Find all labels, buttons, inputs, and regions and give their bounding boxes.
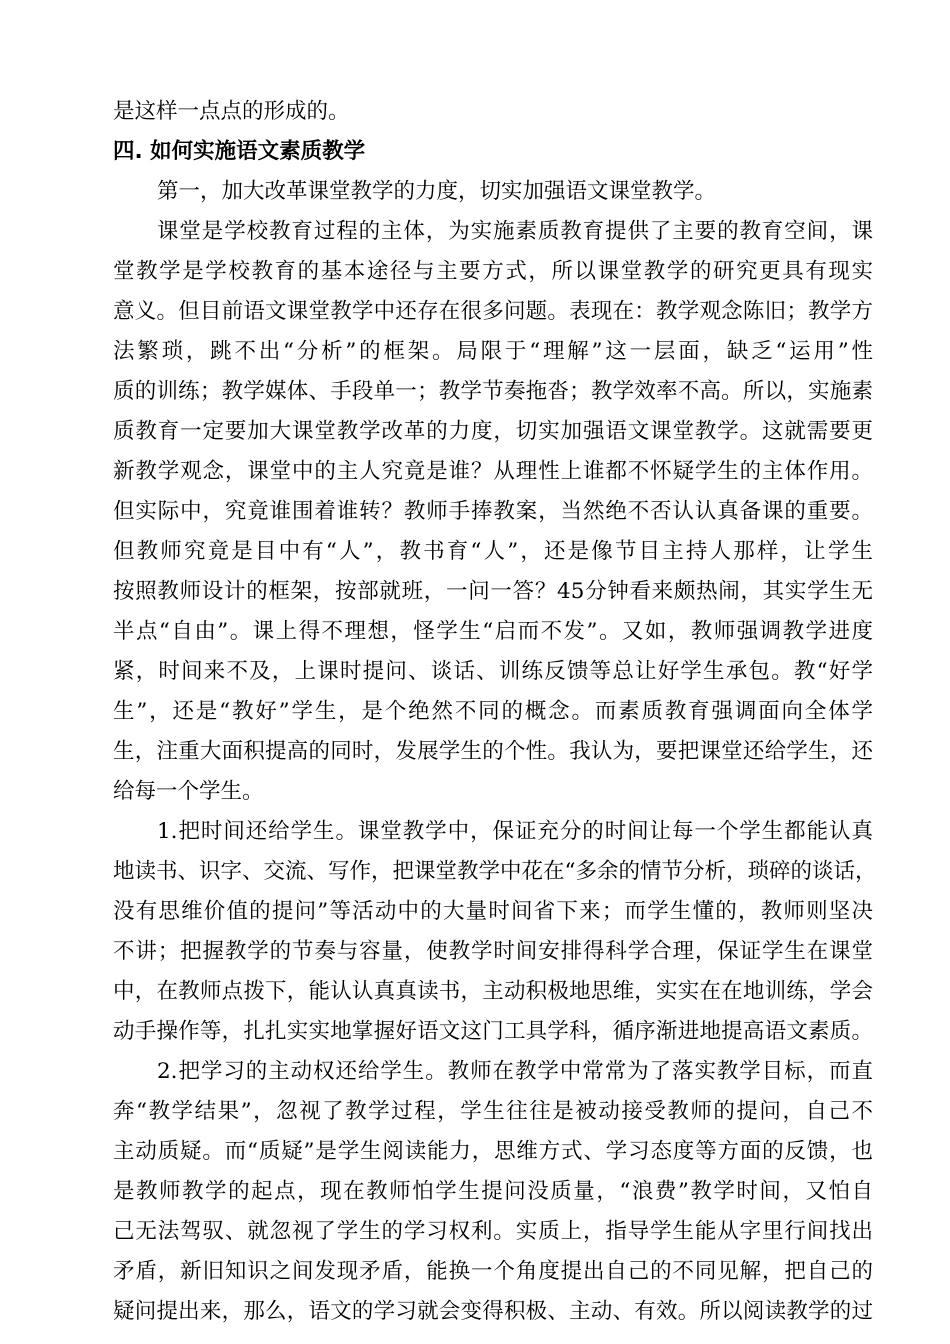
text-line: 意义。但目前语文课堂教学中还存在很多问题。表现在：教学观念陈旧；教学方 xyxy=(113,299,873,324)
text-line: 疑问提出来，那么，语文的学习就会变得积极、主动、有效。所以阅读教学的过 xyxy=(113,1299,873,1324)
text-line: 中，在教师点拨下，能认认真真读书，主动积极地思维，实实在在地训练，学会 xyxy=(113,979,873,1004)
text-line: 质的训练；教学媒体、手段单一；教学节奏拖沓；教学效率不高。所以，实施素 xyxy=(113,379,873,404)
paragraph-first-line: 第一，加大改革课堂教学的力度，切实加强语文课堂教学。 xyxy=(157,179,717,204)
text-line: 堂教学是学校教育的基本途径与主要方式，所以课堂教学的研究更具有现实 xyxy=(113,259,873,284)
paragraph-first-line: 1.把时间还给学生。课堂教学中，保证充分的时间让每一个学生都能认真 xyxy=(157,819,873,844)
text-line: 主动质疑。而“质疑”是学生阅读能力，思维方式、学习态度等方面的反馈，也 xyxy=(113,1139,873,1164)
text-line: 生”，还是“教好”学生，是个绝然不同的概念。而素质教育强调面向全体学 xyxy=(113,699,873,724)
text-line: 没有思维价值的提问”等活动中的大量时间省下来；而学生懂的，教师则坚决 xyxy=(113,899,873,924)
text-line: 地读书、识字、交流、写作，把课堂教学中花在“多余的情节分析，琐碎的谈话， xyxy=(113,859,877,884)
text-line: 按照教师设计的框架，按部就班，一问一答？45分钟看来颇热闹，其实学生无 xyxy=(113,579,873,604)
paragraph-first-line: 课堂是学校教育过程的主体，为实施素质教育提供了主要的教育空间，课 xyxy=(157,219,873,244)
text-line: 质教育一定要加大课堂教学改革的力度，切实加强语文课堂教学。这就需要更 xyxy=(113,419,873,444)
text-line: 矛盾，新旧知识之间发现矛盾，能换一个角度提出自己的不同见解，把自己的 xyxy=(113,1259,873,1284)
section-heading: 四. 如何实施语文素质教学 xyxy=(113,139,366,164)
text-line: 但实际中，究竟谁围着谁转？教师手捧教案，当然绝不否认认真备课的重要。 xyxy=(113,499,873,524)
text-line: 法繁琐，跳不出“分析”的框架。局限于“理解”这一层面，缺乏“运用”性 xyxy=(113,339,873,364)
text-line: 生，注重大面积提高的同时，发展学生的个性。我认为，要把课堂还给学生，还 xyxy=(113,739,873,764)
text-line: 是教师教学的起点，现在教师怕学生提问没质量，“浪费”教学时间，又怕自 xyxy=(113,1179,873,1204)
text-line: 不讲；把握教学的节奏与容量，使教学时间安排得科学合理，保证学生在课堂 xyxy=(113,939,873,964)
text-line: 奔“教学结果”，忽视了教学过程，学生往往是被动接受教师的提问，自己不 xyxy=(113,1099,873,1124)
text-line: 给每一个学生。 xyxy=(113,779,264,804)
text-line: 紧，时间来不及，上课时提问、谈话、训练反馈等总让好学生承包。教“好学 xyxy=(113,659,873,684)
text-line: 是这样一点点的形成的。 xyxy=(113,99,350,124)
paragraph-first-line: 2.把学习的主动权还给学生。教师在教学中常常为了落实教学目标，而直 xyxy=(157,1059,873,1084)
text-line: 新教学观念，课堂中的主人究竟是谁？从理性上谁都不怀疑学生的主体作用。 xyxy=(113,459,873,484)
text-line: 半点“自由”。课上得不理想，怪学生“启而不发”。又如，教师强调教学进度 xyxy=(113,619,873,644)
text-line: 但教师究竟是目中有“人”，教书育“人”，还是像节目主持人那样，让学生 xyxy=(113,539,873,564)
text-line: 动手操作等，扎扎实实地掌握好语文这门工具学科，循序渐进地提高语文素质。 xyxy=(113,1019,873,1044)
text-line: 己无法驾驭、就忽视了学生的学习权利。实质上，指导学生能从字里行间找出 xyxy=(113,1219,873,1244)
